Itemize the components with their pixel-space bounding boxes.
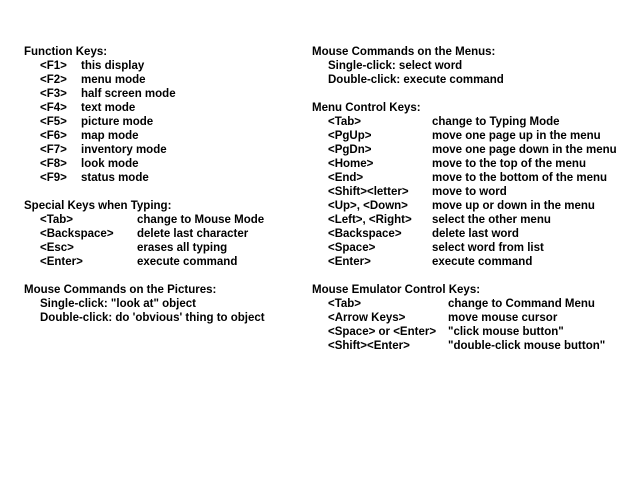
special-key-row (24, 241, 314, 255)
key-description: select word from list (432, 242, 544, 254)
key-description: status mode (81, 172, 149, 184)
mouse-command-line: Double-click: do 'obvious' thing to object (40, 312, 265, 324)
function-key-row (24, 101, 314, 115)
mouse-emulator-row (312, 311, 638, 325)
key-label: <F3> (40, 88, 67, 100)
key-description: change to Typing Mode (432, 116, 560, 128)
key-description: delete last character (137, 228, 249, 240)
key-label: <Enter> (40, 256, 83, 268)
key-description: change to Mouse Mode (137, 214, 265, 226)
key-description: execute command (432, 256, 533, 268)
key-label: <Enter> (328, 256, 371, 268)
function-key-row (24, 115, 314, 129)
mouse-pictures-title: Mouse Commands on the Pictures: (24, 284, 217, 296)
function-key-row (24, 171, 314, 185)
key-label: <Tab> (328, 116, 362, 128)
key-label: <Tab> (328, 298, 362, 310)
key-label: <Up>, <Down> (328, 200, 408, 212)
key-label: <Space> (328, 242, 376, 254)
special-key-row (24, 213, 314, 227)
mouse-emulator-title: Mouse Emulator Control Keys: (312, 284, 481, 296)
key-description: delete last word (432, 228, 519, 240)
menu-control-section (312, 101, 638, 269)
key-label: <F7> (40, 144, 67, 156)
mouse-emulator-row (312, 325, 638, 339)
menu-control-row (312, 171, 638, 185)
key-label: <F8> (40, 158, 67, 170)
key-description: move up or down in the menu (432, 200, 595, 212)
function-key-row (24, 143, 314, 157)
special-key-row (24, 255, 314, 269)
menu-control-row (312, 199, 638, 213)
key-label: <Shift><Enter> (328, 340, 410, 352)
menu-control-row (312, 143, 638, 157)
key-label: <F5> (40, 116, 67, 128)
mouse-emulator-row (312, 297, 638, 311)
menu-control-row (312, 255, 638, 269)
key-label: <Home> (328, 158, 374, 170)
function-key-row (24, 87, 314, 101)
key-description: move to the bottom of the menu (432, 172, 608, 184)
mouse-command-line: Double-click: execute command (328, 74, 504, 86)
key-description: move to the top of the menu (432, 158, 586, 170)
key-description: inventory mode (81, 144, 167, 156)
menu-control-row (312, 115, 638, 129)
function-keys-title: Function Keys: (24, 46, 108, 58)
key-label: <Tab> (40, 214, 74, 226)
left-column (24, 45, 314, 339)
key-description: text mode (81, 102, 136, 114)
mouse-pictures-section (24, 283, 314, 325)
key-label: <PgDn> (328, 144, 372, 156)
function-key-row (24, 157, 314, 171)
function-key-row (24, 59, 314, 73)
key-description: move one page down in the menu (432, 144, 617, 156)
key-label: <PgUp> (328, 130, 372, 142)
key-label: <F2> (40, 74, 67, 86)
key-label: <Shift><letter> (328, 186, 409, 198)
key-description: "click mouse button" (448, 326, 564, 338)
key-label: <End> (328, 172, 364, 184)
key-description: move mouse cursor (448, 312, 558, 324)
menu-control-row (312, 129, 638, 143)
mouse-emulator-section (312, 283, 638, 353)
menu-control-row (312, 185, 638, 199)
function-key-row (24, 129, 314, 143)
key-label: <Space> or <Enter> (328, 326, 437, 338)
menu-control-row (312, 157, 638, 171)
key-description: move one page up in the menu (432, 130, 601, 142)
menu-control-row (312, 241, 638, 255)
mouse-emulator-row (312, 339, 638, 353)
key-description: "double-click mouse button" (448, 340, 606, 352)
menu-control-row (312, 227, 638, 241)
key-description: erases all typing (137, 242, 228, 254)
key-label: <Esc> (40, 242, 74, 254)
mouse-command-line: Single-click: select word (328, 60, 463, 72)
key-label: <Left>, <Right> (328, 214, 412, 226)
function-key-row (24, 73, 314, 87)
key-description: select the other menu (432, 214, 551, 226)
menu-control-title: Menu Control Keys: (312, 102, 421, 114)
menu-control-row (312, 213, 638, 227)
mouse-menus-section (312, 45, 638, 87)
key-description: map mode (81, 130, 139, 142)
mouse-menus-title: Mouse Commands on the Menus: (312, 46, 496, 58)
key-description: look mode (81, 158, 139, 170)
special-keys-section (24, 199, 314, 269)
key-label: <Arrow Keys> (328, 312, 406, 324)
key-label: <F4> (40, 102, 67, 114)
key-description: move to word (432, 186, 507, 198)
special-keys-title: Special Keys when Typing: (24, 200, 172, 212)
key-label: <Backspace> (40, 228, 114, 240)
key-description: half screen mode (81, 88, 176, 100)
key-description: execute command (137, 256, 238, 268)
key-description: change to Command Menu (448, 298, 595, 310)
right-column (312, 45, 638, 367)
special-key-row (24, 227, 314, 241)
key-description: picture mode (81, 116, 154, 128)
function-keys-section (24, 45, 314, 185)
mouse-command-line: Single-click: "look at" object (40, 298, 196, 310)
key-description: this display (81, 60, 145, 72)
key-label: <Backspace> (328, 228, 402, 240)
key-label: <F1> (40, 60, 67, 72)
key-description: menu mode (81, 74, 146, 86)
key-label: <F6> (40, 130, 67, 142)
key-label: <F9> (40, 172, 67, 184)
